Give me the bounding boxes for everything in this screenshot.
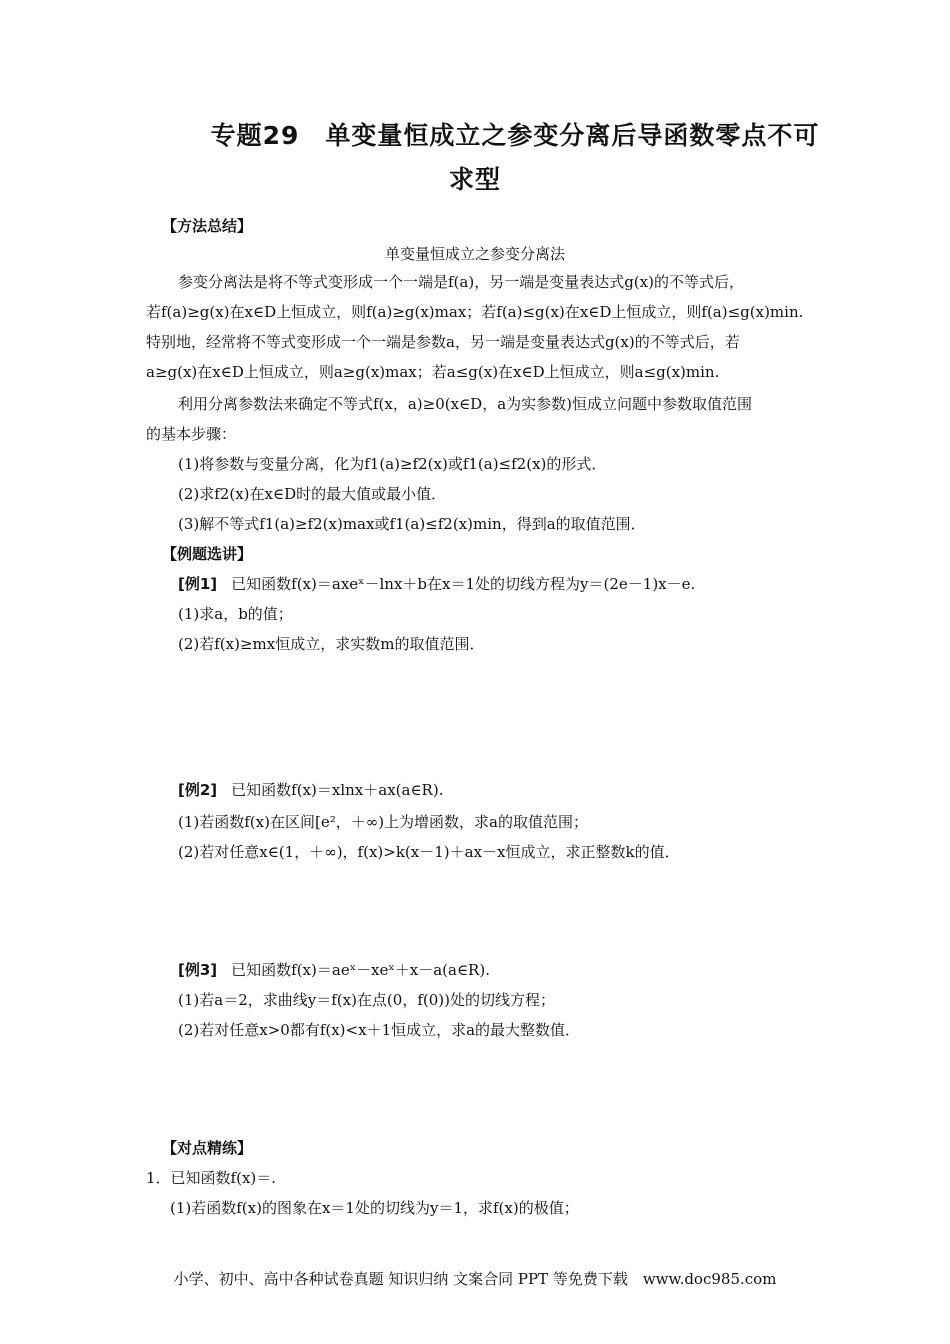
example-1-q2: (2)若f(x)≥mx恒成立，求实数m的取值范围． — [178, 635, 485, 653]
page-title-line1: 专题29 单变量恒成立之参变分离后导函数零点不可 — [210, 121, 820, 150]
method-line: 特别地，经常将不等式变形成一个一端是参数a，另一端是变量表达式g(x)的不等式后，若 — [146, 333, 740, 351]
method-subtitle: 单变量恒成立之参变分离法 — [384, 245, 565, 263]
example-2-q2: (2)若对任意x∈(1，＋∞)，f(x)>k(x－1)＋ax－x恒成立，求正整数k的值． — [178, 843, 680, 861]
example-2 — [178, 780, 443, 800]
example-3-q2: (2)若对任意x>0都有f(x)<x＋1恒成立，求a的最大整数值． — [178, 1021, 581, 1039]
example-3 — [178, 960, 490, 980]
example-1-q1: (1)求a，b的值； — [178, 605, 293, 623]
example-1 — [178, 574, 695, 594]
example-3-text: 已知函数f(x)＝aeˣ－xeˣ＋x－a(a∈R). — [231, 961, 490, 979]
examples-header: 【例题选讲】 — [162, 545, 253, 563]
method-line: 若f(a)≥g(x)在x∈D上恒成立，则f(a)≥g(x)max；若f(a)≤g(x)在x∈D上恒成立，则f(a)≤g(x)min. — [146, 303, 804, 321]
example-2-text: 已知函数f(x)＝xlnx＋ax(a∈R). — [231, 781, 444, 799]
practice-item-1-q1: (1)若函数f(x)的图象在x＝1处的切线为y＝1，求f(x)的极值； — [170, 1199, 579, 1217]
method-step: (2)求f2(x)在x∈D时的最大值或最小值． — [178, 485, 447, 503]
method-summary-header: 【方法总结】 — [162, 217, 253, 235]
page-footer: 小学、初中、高中各种试卷真题 知识归纳 文案合同 PPT 等免费下载 www.doc985.com — [173, 1270, 777, 1288]
method-line: 参变分离法是将不等式变形成一个一端是f(a)，另一端是变量表达式g(x)的不等式后， — [178, 273, 744, 291]
example-2-q1: (1)若函数f(x)在区间[e²，＋∞)上为增函数，求a的取值范围； — [178, 813, 588, 831]
practice-header: 【对点精练】 — [162, 1139, 253, 1157]
method-line: 的基本步骤： — [146, 425, 237, 443]
example-2-label: [例2] — [178, 781, 218, 799]
method-step: (3)解不等式f1(a)≥f2(x)max或f1(a)≤f2(x)min，得到a的取值范围． — [178, 515, 646, 533]
method-line: 利用分离参数法来确定不等式f(x，a)≥0(x∈D，a为实参数)恒成立问题中参数取值范围 — [178, 395, 753, 413]
example-3-q1: (1)若a＝2，求曲线y＝f(x)在点(0，f(0))处的切线方程； — [178, 991, 555, 1009]
example-1-text: 已知函数f(x)＝axeˣ－lnx＋b在x＝1处的切线方程为y＝(2e－1)x－e. — [231, 575, 696, 593]
method-line: a≥g(x)在x∈D上恒成立，则a≥g(x)max；若a≤g(x)在x∈D上恒成立，则a≤g(x)min. — [146, 363, 720, 381]
example-1-label: [例1] — [178, 575, 218, 593]
page-title-line2: 求型 — [448, 165, 501, 194]
example-3-label: [例3] — [178, 961, 218, 979]
method-step: (1)将参数与变量分离，化为f1(a)≥f2(x)或f1(a)≤f2(x)的形式． — [178, 455, 607, 473]
practice-item-1: 1．已知函数f(x)＝. — [146, 1169, 277, 1187]
